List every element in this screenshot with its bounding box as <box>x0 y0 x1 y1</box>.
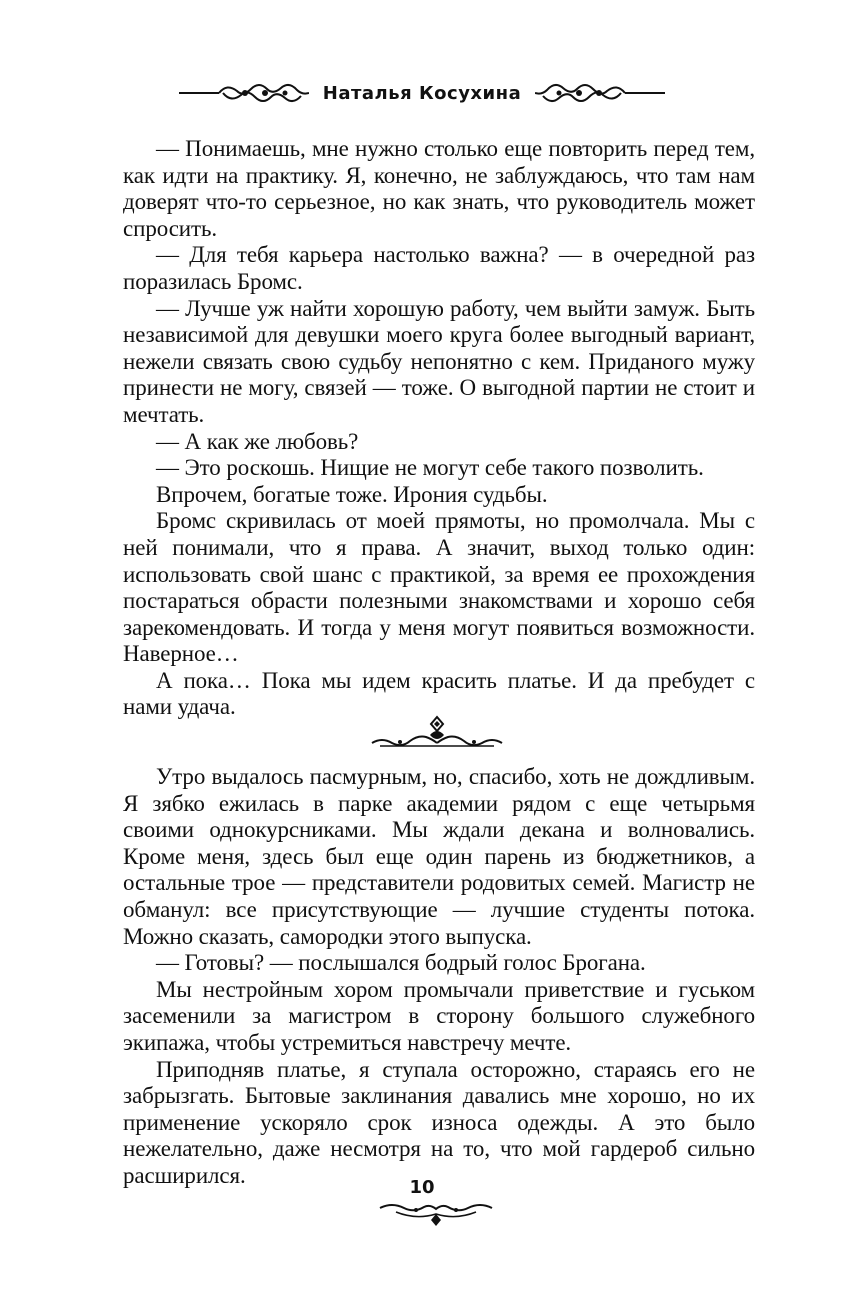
author-name: Наталья Косухина <box>322 82 522 104</box>
page-number: 10 <box>409 1177 435 1198</box>
footer-ornament-icon <box>376 1200 496 1230</box>
paragraph: Утро выдалось пасмурным, но, спасибо, хоть не дождливым. Я зябко ежилась в парке академии рядом с еще четырьмя своими однокурсниками. Мы ждали декана и волновались. Кроме меня, здесь был еще один парень из бюджетников, а остальные трое — представители родовитых семей. Магистр не обманул: все присутствующие — лучшие студенты потока. Можно сказать, самородки этого выпуска. <box>123 764 755 949</box>
paragraph: — Для тебя карьера настолько важна? — в очередной раз поразилась Бромс. <box>123 242 755 294</box>
text-block-first <box>123 136 755 721</box>
paragraph: Впрочем, богатые тоже. Ирония судьбы. <box>156 481 548 507</box>
paragraph: — Лучше уж найти хорошую работу, чем выйти замуж. Быть независимой для девушки моего круга более выгодный вариант, нежели связать свою судьбу непонятно с кем. Приданого мужу принести не могу, связей — тоже. О выгодной партии не стоит и мечтать. <box>123 295 755 427</box>
paragraph: А пока… Пока мы идем красить платье. И да пребудет с нами удача. <box>123 667 755 720</box>
paragraph: — А как же любовь? <box>156 428 359 454</box>
section-divider-ornament-icon <box>370 715 504 751</box>
paragraph: — Понимаешь, мне нужно столько еще повторить перед тем, как идти на практику. Я, конечно, не заблуждаюсь, что там нам доверят что-то серьезное, но как знать, что руководитель может спросить. <box>123 136 755 241</box>
running-header <box>0 78 844 108</box>
header-ornament-left-icon <box>179 81 309 105</box>
paragraph: Приподняв платье, я ступала осторожно, стараясь его не забрызгать. Бытовые заклинания давались мне хорошо, но их применение ускоряло срок износа одежды. А это было нежелательно, даже несмотря на то, что мой гардероб сильно расширился. <box>123 1056 755 1188</box>
paragraph: Мы нестройным хором промычали приветствие и гуськом засеменили за магистром в сторону большого служебного экипажа, чтобы устремиться навстречу мечте. <box>123 976 755 1055</box>
paragraph: — Это роскошь. Нищие не могут себе такого позволить. <box>156 455 704 481</box>
text-block-second <box>123 764 755 1190</box>
paragraph: Бромс скривилась от моей прямоты, но промолчала. Мы с ней понимали, что я права. А значит, выход только один: использовать свой шанс с практикой, за время ее прохождения постараться обрасти полезными знакомствами и хорошо себя зарекомендовать. И тогда у меня могут появиться возможности. Наверное… <box>123 508 755 667</box>
header-ornament-right-icon <box>535 81 665 105</box>
paragraph: — Готовы? — послышался бодрый голос Брогана. <box>156 950 646 976</box>
